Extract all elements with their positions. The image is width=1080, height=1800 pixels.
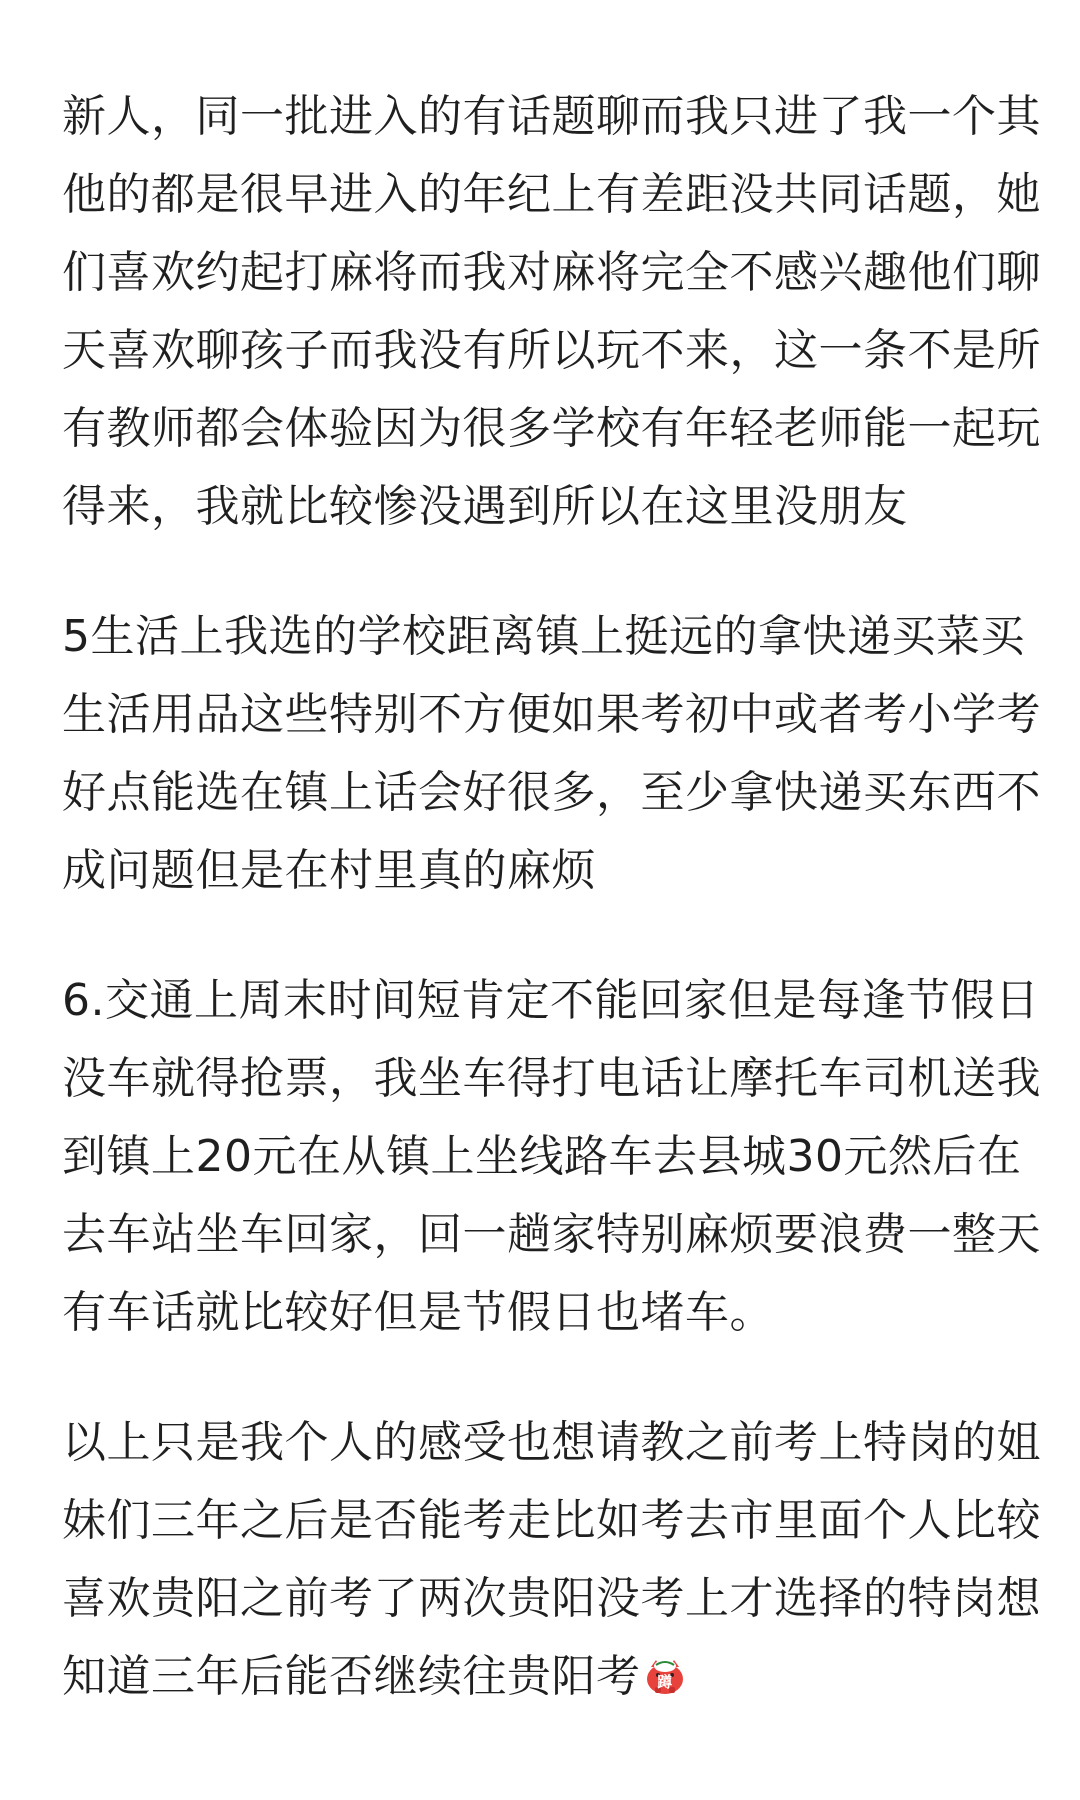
text-line: 新人，同一批进入的有话题聊而我只进了我一个其 — [62, 91, 1041, 142]
text-line: 有车话就比较好但是节假日也堵车。 — [62, 1287, 774, 1338]
text-line: 喜欢贵阳之前考了两次贵阳没考上才选择的特岗想 — [62, 1573, 1041, 1624]
paragraph-gap — [62, 910, 1022, 962]
text-line: 得来，我就比较惨没遇到所以在这里没朋友 — [62, 481, 908, 532]
paragraph-gap — [62, 1352, 1022, 1404]
text-line: 好点能选在镇上话会好很多，至少拿快递买东西不 — [62, 767, 1041, 818]
text-line: 6.交通上周末时间短肯定不能回家但是每逢节假日 — [62, 975, 1040, 1026]
paragraph-1 — [62, 78, 1041, 546]
post-body — [62, 78, 1041, 1716]
text-line: 天喜欢聊孩子而我没有所以玩不来，这一条不是所 — [62, 325, 1041, 376]
text-line: 们喜欢约起打麻将而我对麻将完全不感兴趣他们聊 — [62, 247, 1041, 298]
sticker-text: 蹲 — [656, 1673, 673, 1691]
text-line: 去车站坐车回家，回一趟家特别麻烦要浪费一整天 — [62, 1209, 1041, 1260]
text-line: 到镇上20元在从镇上坐线路车去县城30元然后在 — [62, 1131, 1022, 1182]
text-line: 生活用品这些特别不方便如果考初中或者考小学考 — [62, 689, 1041, 740]
paragraph-3 — [62, 962, 1041, 1352]
paragraph-4 — [62, 1404, 1041, 1716]
paragraph-2 — [62, 598, 1041, 910]
text-line: 妹们三年之后是否能考走比如考去市里面个人比较 — [62, 1495, 1041, 1546]
paragraph-gap — [62, 546, 1022, 598]
text-line: 5生活上我选的学校距离镇上挺远的拿快递买菜买 — [62, 611, 1025, 662]
text-line: 没车就得抢票，我坐车得打电话让摩托车司机送我 — [62, 1053, 1041, 1104]
text-line: 他的都是很早进入的年纪上有差距没共同话题，她 — [62, 169, 1041, 220]
red-pig-sticker-icon — [643, 1644, 687, 1722]
text-line — [62, 1638, 1022, 1716]
text-line: 成问题但是在村里真的麻烦 — [62, 845, 596, 896]
text-line: 以上只是我个人的感受也想请教之前考上特岗的姐 — [62, 1417, 1041, 1468]
text-line: 有教师都会体验因为很多学校有年轻老师能一起玩 — [62, 403, 1041, 454]
text-line-content: 知道三年后能否继续往贵阳考 — [62, 1651, 641, 1702]
